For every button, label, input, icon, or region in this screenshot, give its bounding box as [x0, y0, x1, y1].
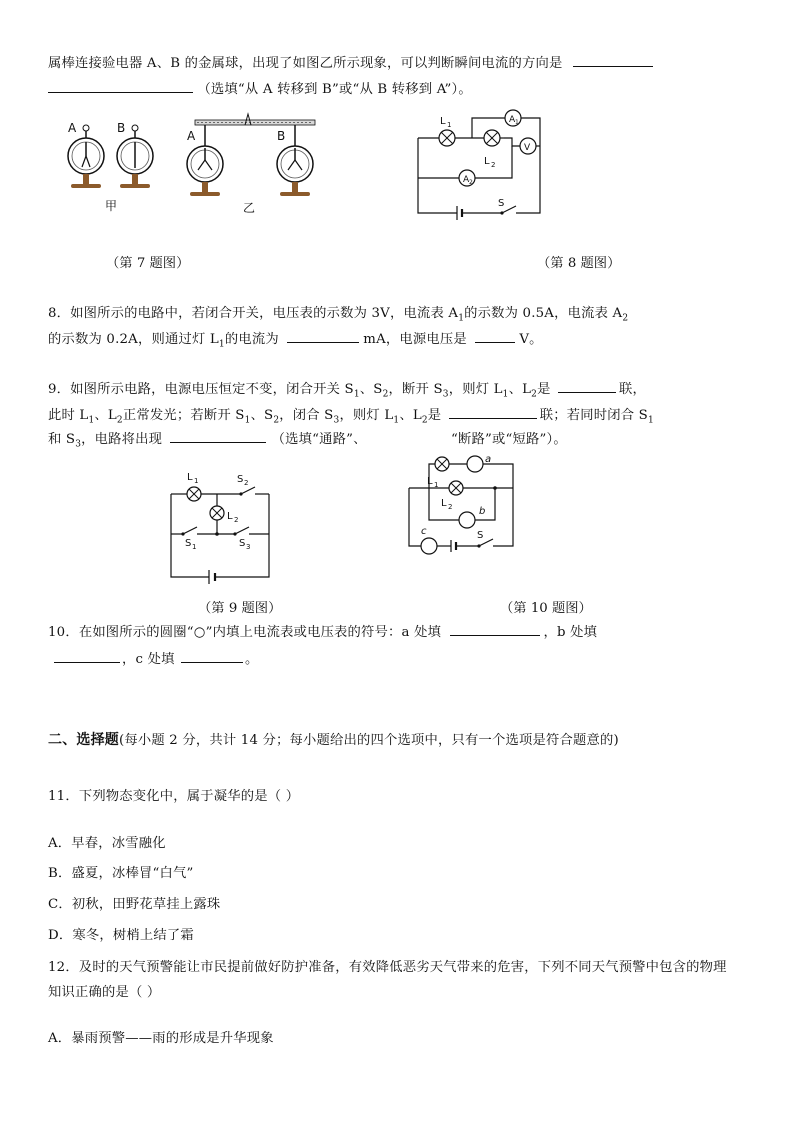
svg-text:S: S [185, 538, 192, 549]
q7-line2: （选填“从 A 转移到 B”或“从 B 转移到 A”）。 [48, 78, 472, 97]
fig7-caption: （第 7 题图） [106, 256, 190, 271]
svg-text:A: A [68, 121, 77, 135]
svg-text:3: 3 [246, 543, 251, 551]
q9-line3: 和 $S_3$，电路将出现 （选填“通路”、 “断路”或“短路”）。 [48, 432, 567, 450]
q11-option-a[interactable]: A．早春，冰雪融化 [48, 836, 166, 851]
q9-line1: 9．如图所示电路，电源电压恒定不变，闭合开关 $S_1$、$S_2$，断开 $S_3$，则灯 $L_1$、$L_2$是 联， [48, 382, 646, 400]
svg-text:2: 2 [448, 503, 453, 511]
meter-a [467, 456, 483, 472]
svg-text:2: 2 [234, 516, 239, 524]
q12-line2: 知识正确的是（ ） [48, 985, 161, 1000]
svg-text:L: L [227, 511, 233, 522]
svg-text:V: V [524, 143, 531, 153]
q8-voltage-blank[interactable] [475, 330, 515, 343]
svg-text:L: L [484, 156, 490, 167]
q9-blank2[interactable] [449, 406, 537, 419]
svg-text:L: L [441, 498, 447, 509]
lamp-l2 [484, 130, 500, 146]
q10-blank-b[interactable] [54, 650, 120, 663]
section2-header [48, 729, 619, 749]
q11-option-d[interactable]: D．寒冬，树梢上结了霜 [48, 928, 194, 943]
electroscope-a-jia [68, 121, 104, 188]
svg-text:A: A [187, 129, 196, 143]
q8-line2: 的示数为 0.2A，则通过灯 $L_1$的电流为 mA，电源电压是 V。 [48, 332, 543, 350]
section2-title: 二、选择题 [48, 732, 119, 748]
fig8-circuit [412, 110, 552, 220]
fig8-caption: （第 8 题图） [537, 256, 621, 271]
voltmeter-v [520, 138, 536, 154]
q9-blank3[interactable] [170, 430, 266, 443]
svg-text:S: S [477, 530, 484, 541]
q10-blank-c[interactable] [181, 650, 243, 663]
ammeter-a1 [505, 110, 521, 126]
q9-blank1[interactable] [558, 380, 616, 393]
q8-line1: 8．如图所示的电路中，若闭合开关，电压表的示数为 3V，电流表 $A_1$的示数为 0.5A，电流表 $A_2$ [48, 306, 629, 324]
q7-answer-blank-cont[interactable] [48, 80, 193, 93]
lamp-l2 [210, 506, 224, 520]
q11-option-b[interactable]: B．盛夏，冰棒冒“白气” [48, 866, 194, 881]
meter-b [459, 512, 475, 528]
fig9-caption: （第 9 题图） [198, 601, 282, 616]
fig7-electroscopes [55, 112, 385, 222]
svg-text:1: 1 [434, 481, 439, 489]
svg-text:1: 1 [515, 119, 519, 126]
fig7-yi-label: 乙 [243, 201, 256, 215]
lamp-l2 [449, 481, 463, 495]
lamp-l1 [435, 457, 449, 471]
svg-text:a: a [485, 454, 492, 465]
svg-text:c: c [421, 526, 427, 537]
meter-c [421, 538, 437, 554]
svg-text:S: S [239, 538, 246, 549]
q10-line2: ，c 处填 。 [48, 648, 259, 667]
svg-text:2: 2 [469, 179, 473, 186]
fig9-circuit [165, 462, 275, 582]
lamp-l1 [187, 487, 201, 501]
q11-option-c[interactable]: C．初秋，田野花草挂上露珠 [48, 897, 221, 912]
svg-text:L: L [187, 472, 193, 483]
q11-stem: 11．下列物态变化中，属于凝华的是（ ） [48, 789, 300, 804]
svg-text:1: 1 [194, 477, 199, 485]
svg-text:A: A [509, 115, 516, 125]
svg-text:L: L [427, 476, 433, 487]
svg-text:B: B [277, 129, 286, 143]
q9-line2: 此时 $L_1$、$L_2$正常发光；若断开 $S_1$、$S_2$，闭合 $S_3$，则灯 $L_1$、$L_2$是 联；若同时闭合 $S_1$ [48, 408, 654, 426]
q8-current-blank[interactable] [287, 330, 359, 343]
fig10-caption: （第 10 题图） [500, 601, 592, 616]
svg-text:S: S [498, 198, 505, 209]
fig7-jia-label: 甲 [105, 199, 118, 213]
section2-note: (每小题 2 分，共计 14 分；每小题给出的四个选项中，只有一个选项是符合题意的) [119, 733, 619, 748]
fig10-circuit [405, 452, 525, 562]
q7-line1: 属棒连接验电器 A、B 的金属球，出现了如图乙所示现象，可以判断瞬间电流的方向是 [48, 52, 653, 71]
svg-text:A: A [463, 175, 470, 185]
q12-option-a[interactable]: A．暴雨预警——雨的形成是升华现象 [48, 1031, 274, 1046]
electroscope-b-yi [277, 125, 313, 196]
svg-text:2: 2 [491, 161, 496, 169]
svg-text:2: 2 [244, 479, 249, 487]
lamp-l1 [439, 130, 455, 146]
svg-text:L: L [440, 116, 446, 127]
svg-text:b: b [479, 506, 486, 517]
electroscope-b-jia [117, 121, 153, 188]
q10-line1: 10．在如图所示的圆圈“○”内填上电流表或电压表的符号：a 处填 ，b 处填 [48, 625, 598, 640]
svg-text:B: B [117, 121, 126, 135]
q7-answer-blank[interactable] [573, 54, 653, 67]
svg-text:1: 1 [192, 543, 197, 551]
svg-text:S: S [237, 474, 244, 485]
q10-blank-a[interactable] [450, 623, 540, 636]
electroscope-a-yi [187, 125, 223, 196]
q12-line1: 12．及时的天气预警能让市民提前做好防护准备，有效降低恶劣天气带来的危害，下列不同天气预警中包含的物理 [48, 960, 727, 975]
svg-text:1: 1 [447, 121, 452, 129]
ammeter-a2 [459, 170, 475, 186]
